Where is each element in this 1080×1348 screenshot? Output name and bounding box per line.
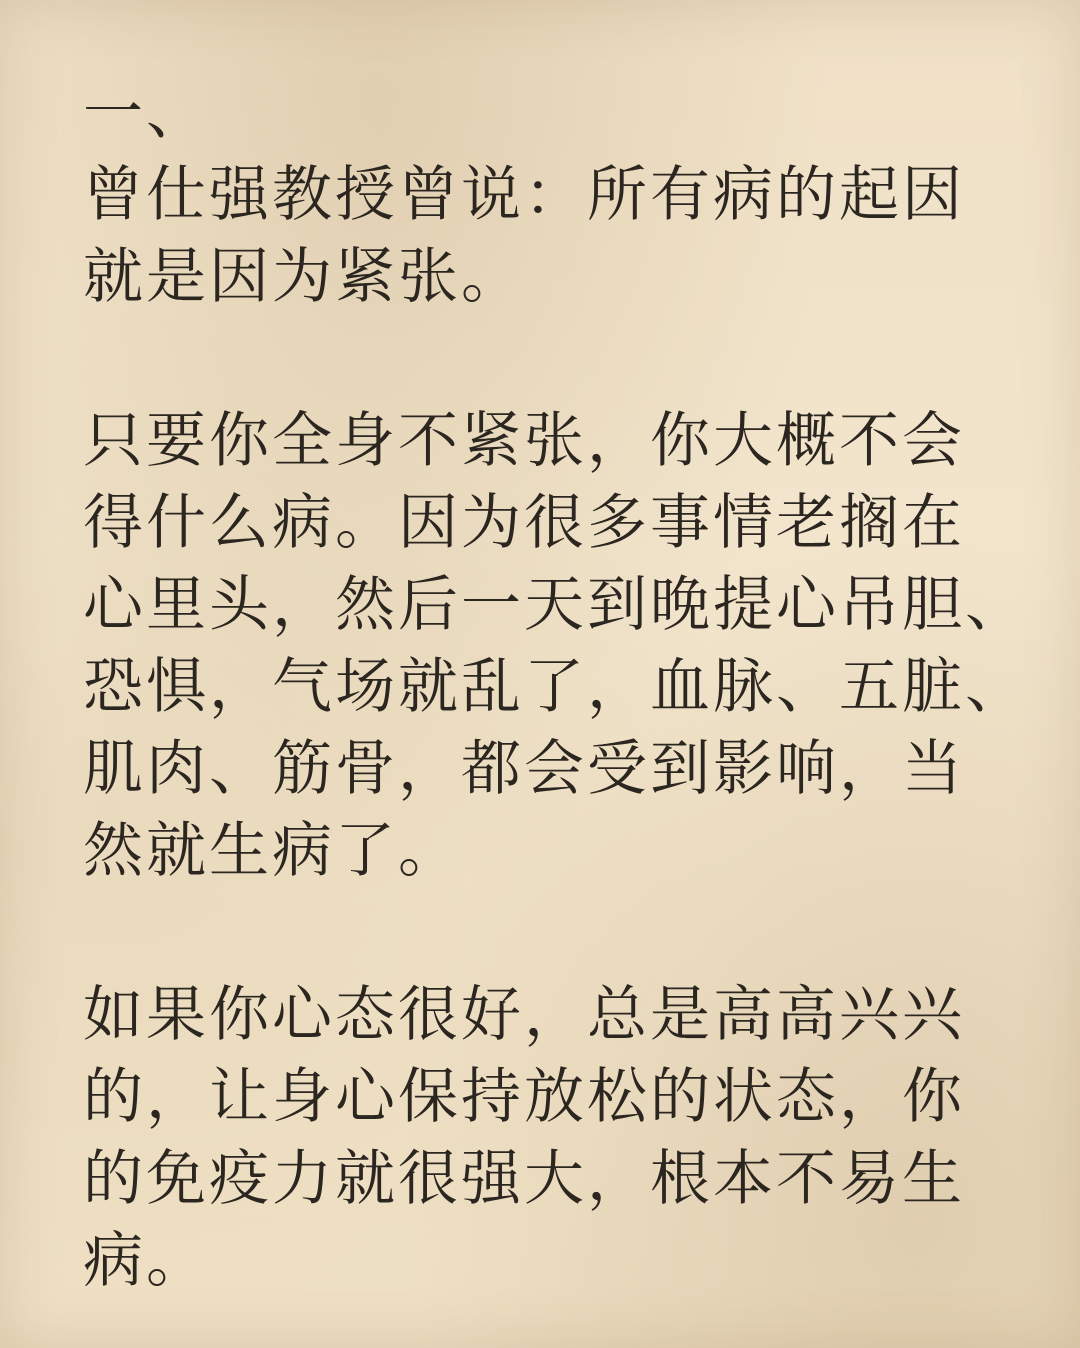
text-line: 如果你心态很好，总是高高兴兴 (83, 980, 965, 1050)
text-line: 病。 (83, 1226, 209, 1296)
text-line: 然就生病了。 (83, 816, 461, 886)
paragraph-1 (83, 154, 1043, 318)
text-line: 就是因为紧张。 (83, 242, 524, 312)
text-line: 得什么病。因为很多事情老搁在 (83, 488, 965, 558)
text-line: 曾仕强教授曾说：所有病的起因 (83, 160, 965, 230)
text-line: 的，让身心保持放松的状态，你 (83, 1062, 965, 1132)
paragraph-2 (83, 400, 1043, 892)
paragraph-3 (83, 974, 1043, 1302)
section-number: 一、 (83, 78, 209, 148)
text-line: 只要你全身不紧张，你大概不会 (83, 406, 965, 476)
paragraph-gap (83, 318, 1043, 400)
paragraph-gap (83, 892, 1043, 974)
text-line: 心里头，然后一天到晚提心吊胆、 (83, 570, 1028, 640)
text-line: 肌肉、筋骨，都会受到影响，当 (83, 734, 965, 804)
text-line: 的免疫力就很强大，根本不易生 (83, 1144, 965, 1214)
text-line: 恐惧，气场就乱了，血脉、五脏、 (83, 652, 1028, 722)
page-text (83, 72, 1043, 1302)
